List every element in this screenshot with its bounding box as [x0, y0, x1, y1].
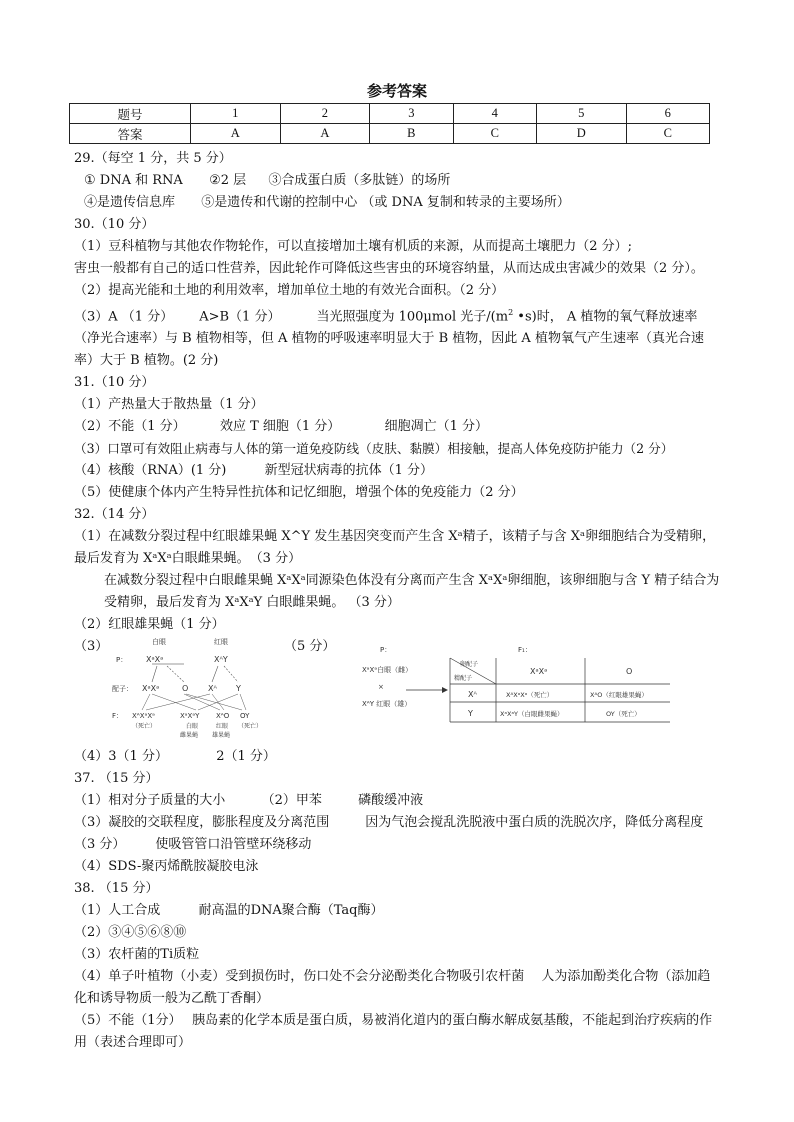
- punnett-diagram-right: [350, 644, 670, 732]
- q30-part2: （2）提高光能和土地的利用效率，增加单位土地的有效光合面积。（2 分）: [74, 283, 505, 298]
- table-row: [70, 124, 710, 144]
- q30-part1-cont: 害虫一般都有自己的适口性营养，因此轮作可降低这些害虫的环境容纳量，从而达成虫害减少的效果（2 分）。: [74, 261, 704, 276]
- answers-body: [74, 148, 720, 1054]
- dl-gd: Y: [236, 684, 241, 694]
- q32-part4-a: （4）3（1 分）: [74, 749, 168, 765]
- dl-f3: XᴬO: [216, 712, 230, 721]
- dr-col2: O: [626, 667, 633, 677]
- cross-diagram-left: [112, 636, 262, 746]
- q29-item2: ②2 层: [209, 173, 247, 188]
- dl-gc: Xᴬ: [208, 684, 217, 694]
- answer-table: [69, 103, 710, 144]
- dr-c22: OY（死亡）: [606, 710, 641, 719]
- dr-f1: F₁：: [518, 646, 532, 655]
- dl-p: P：: [116, 656, 128, 665]
- dr-x: ×: [378, 683, 384, 692]
- dl-s3: 红眼: [216, 723, 229, 731]
- dl-arrow-1: [152, 666, 157, 682]
- dl-s1: （死亡）: [132, 723, 157, 731]
- q30-heading: 30.（10 分）: [74, 217, 155, 232]
- q30-part1: （1）豆科植物与其他农作物轮作，可以直接增加土壤有机质的来源，从而提高土壤肥力（2 分）;: [74, 239, 633, 254]
- dl-top2: 红眼: [214, 638, 228, 647]
- dr-c11: XᴬXᵃXᵃ（死亡）: [506, 691, 554, 700]
- q30-part3-b: A>B（1 分）: [199, 309, 281, 325]
- q38-heading: 38. （15 分）: [74, 881, 159, 897]
- q31-heading: 31.（10 分）: [74, 375, 155, 391]
- page-title: 参考答案: [366, 82, 427, 100]
- dl-cross-7: [198, 694, 238, 710]
- dl-top1: 白眼: [152, 638, 166, 647]
- q32-part2: （2）红眼雄果蝇（1 分）: [74, 617, 225, 633]
- q30-part3-c: 当光照强度为 100μmol 光子/(m: [316, 309, 509, 325]
- dl-f4: OY: [240, 712, 250, 721]
- q37-part1-a: （1）相对分子质量的大小: [74, 793, 226, 809]
- q32-heading: 32.（14 分）: [74, 507, 155, 523]
- table-header-cell: 答案: [70, 124, 191, 144]
- q29-line2: [74, 192, 720, 214]
- dl-ga: XᵃXᵃ: [142, 684, 160, 694]
- dl-s5: 雌果蝇: [180, 732, 199, 740]
- dl-arrow-2: [167, 666, 184, 682]
- dl-g2: XᴬY: [214, 655, 228, 665]
- table-cell: A: [280, 124, 370, 144]
- dr-c12: XᴬO（红眼雄果蝇）: [590, 691, 648, 700]
- q32-part3-score: （5 分）: [284, 639, 336, 655]
- dl-f1: XᴬXᵃXᵃ: [132, 712, 155, 721]
- q37-part3-b: 因为气泡会搅乱洗脱液中蛋白质的洗脱次序，降低分离程度（3 分）: [74, 815, 704, 853]
- q38-part1-a: （1）人工合成: [74, 903, 161, 919]
- dr-arrowhead: [442, 687, 448, 693]
- dl-arrow-4: [224, 666, 238, 682]
- q38-part2: （2）③④⑤⑥⑧⑩: [74, 925, 187, 941]
- q29-item4: ④是遗传信息库: [84, 195, 176, 210]
- table-cell: D: [536, 124, 626, 144]
- table-cell: 2: [280, 104, 370, 124]
- dl-gb: O: [182, 684, 189, 694]
- q37-part1-c: 磷酸缓冲液: [358, 793, 424, 809]
- dl-g1: XᵃXᵃ: [146, 655, 164, 665]
- q31-part2: [74, 416, 720, 438]
- table-header-cell: 题号: [70, 104, 191, 124]
- q29-line1: [74, 170, 720, 192]
- q29-heading: 29.（每空 1 分，共 5 分）: [74, 151, 232, 166]
- q32-part4: [74, 746, 720, 768]
- q37-part3: [74, 812, 720, 856]
- dl-cross-5: [146, 694, 210, 710]
- q32-part4-b: 2（1 分）: [216, 749, 276, 765]
- q38-part5: （5）不能（1分） 胰岛素的化学本质是蛋白质，易被消化道内的蛋白酶水解成氨基酸，不能起到治疗疾病的作用（表述合理即可）: [74, 1013, 713, 1051]
- table-row: [70, 104, 710, 124]
- dl-gametes: 配子：: [112, 685, 133, 694]
- q37-heading: 37. （15 分）: [74, 771, 159, 787]
- q37-part4: （4）SDS-聚丙烯酰胺凝胶电泳: [74, 859, 259, 875]
- q32-part3-diagrams: [74, 636, 720, 746]
- q31-part2-a: （2）不能（1 分）: [74, 419, 186, 435]
- dl-cross-8: [240, 694, 246, 710]
- q37-part3-a: （3）凝胶的交联程度，膨胀程度及分离范围: [74, 815, 330, 831]
- dr-c21: XᵃXᵃY（白眼雌果蝇）: [500, 710, 564, 719]
- dr-col1: XᵃXᵃ: [530, 667, 548, 677]
- q38-part3: （3）农杆菌的Ti质粒: [74, 947, 200, 963]
- dl-f2: XᵃXᵃY: [180, 712, 200, 721]
- q31-part4: [74, 460, 720, 482]
- q31-part4-b: 新型冠状病毒的抗体（1 分）: [264, 463, 434, 479]
- q31-part1: （1）产热量大于散热量（1 分）: [74, 397, 264, 413]
- q38-part1-b: 耐高温的DNA聚合酶（Taq酶）: [198, 903, 384, 919]
- table-cell: 6: [626, 104, 709, 124]
- q32-part3-label: （3）: [74, 639, 109, 655]
- dl-s2: 白眼: [186, 723, 199, 731]
- table-cell: 5: [536, 104, 626, 124]
- q31-part2-c: 细胞凋亡（1 分）: [384, 419, 488, 435]
- table-cell: 1: [191, 104, 281, 124]
- q30-part3-d: •s)时， A 植物的氧气释放速率（净光合速率）与 B 植物相等，但 A 植物的呼吸速率明显大于 B 植物，因此 A 植物氧气产生速率（真光合速率）大于 B 植物。(2 分): [74, 309, 704, 369]
- dr-row1: Xᴬ: [468, 690, 477, 700]
- dr-pa: XᵃXᵃ白眼（雌）: [362, 666, 413, 675]
- table-cell: 4: [453, 104, 536, 124]
- q30-part3-a: （3）A （1 分）: [74, 309, 174, 325]
- q31-part2-b: 效应 T 细胞（1 分）: [219, 419, 341, 435]
- table-cell: C: [626, 124, 709, 144]
- table-cell: C: [453, 124, 536, 144]
- q37-part1: [74, 790, 720, 812]
- dl-arrow-3: [212, 666, 218, 682]
- q31-part4-a: （4）核酸（RNA）(1 分): [74, 463, 227, 479]
- q32-part1-cont: 在减数分裂过程中白眼雌果蝇 XᵃXᵃ同源染色体没有分离而产生含 XᵃXᵃ卵细胞，该卵细胞与含 Y 精子结合为受精卵，最后发育为 XᵃXᵃY 白眼雌果蝇。 （3 分）: [104, 573, 720, 611]
- dr-egg: 卵配子: [460, 661, 479, 669]
- table-cell: B: [370, 124, 453, 144]
- dr-p: P：: [380, 646, 392, 655]
- q30-part3: [74, 302, 720, 372]
- dr-sperm: 精配子: [454, 675, 473, 683]
- table-cell: A: [191, 124, 281, 144]
- dl-f: F：: [112, 712, 124, 721]
- q32-part1: （1）在减数分裂过程中红眼雄果蝇 X^Y 发生基因突变而产生含 Xᵃ精子，该精子与含 Xᵃ卵细胞结合为受精卵，最后发育为 XᵃXᵃ白眼雌果蝇。 （3 分）: [74, 529, 716, 567]
- dr-row2: Y: [468, 709, 473, 719]
- table-cell: 3: [370, 104, 453, 124]
- q31-part3: （3）口罩可有效阻止病毒与人体的第一道免疫防线（皮肤、黏膜）相接触，提高人体免疫防护能力（2 分）: [74, 441, 674, 457]
- dl-cross-1: [142, 694, 150, 710]
- q29-item3: ③合成蛋白质（多肽链）的场所: [268, 173, 451, 188]
- q29-item1: ① DNA 和 RNA: [84, 173, 183, 188]
- dr-pb: XᴬY 红眼（雄）: [362, 700, 412, 709]
- q31-part5: （5）使健康个体内产生特异性抗体和记忆细胞，增强个体的免疫能力（2 分）: [74, 485, 524, 501]
- q38-part1: [74, 900, 720, 922]
- q37-part1-b: （2）甲苯: [261, 793, 322, 809]
- dl-s4: （死亡）: [238, 723, 262, 731]
- q37-part3-c: 使吸管管口沿管壁环绕移动: [155, 837, 312, 853]
- q29-item5: ⑤是遗传和代谢的控制中心 （或 DNA 复制和转录的主要场所）: [201, 195, 570, 210]
- q30-part3-sup: 2: [508, 308, 514, 317]
- dl-s6: 雄果蝇: [212, 732, 231, 740]
- q38-part4: （4）单子叶植物（小麦）受到损伤时，伤口处不会分泌酚类化合物吸引农杆菌 人为添加酚类化合物（添加趋化和诱导物质一般为乙酰丁香酮）: [74, 969, 711, 1007]
